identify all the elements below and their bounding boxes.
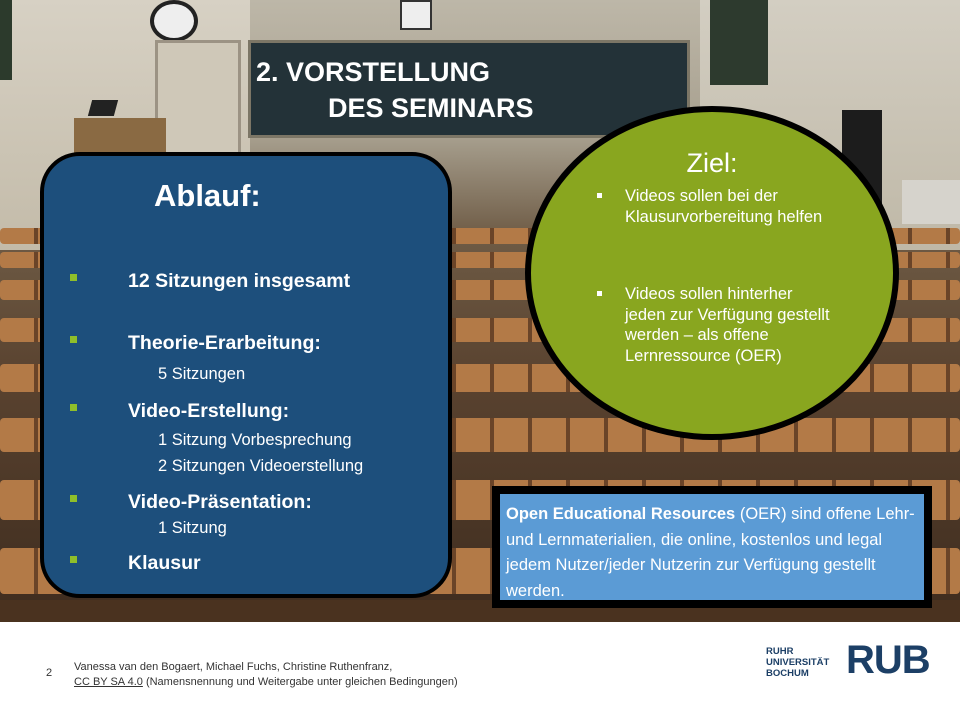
ablauf-item-label: Theorie-Erarbeitung: [128, 332, 321, 354]
footer-credits [74, 660, 458, 690]
bullet-square-icon [597, 291, 602, 296]
bullet-square-icon [597, 193, 602, 198]
ablauf-item-label: Klausur [128, 552, 201, 574]
slide-title [256, 54, 616, 126]
rub-logo-line: UNIVERSITÄT [766, 657, 830, 668]
license-link[interactable]: CC BY SA 4.0 [74, 676, 143, 688]
authors-text: Vanessa van den Bogaert, Michael Fuchs, Christine Ruthenfranz, [74, 661, 393, 673]
ziel-item-text: Videos sollen bei der Klausurvorbereitung helfen [625, 187, 823, 226]
rub-logo-line: BOCHUM [766, 668, 809, 679]
oer-definition-text [500, 494, 924, 600]
rub-logo-text [766, 646, 829, 679]
title-line-1: 2. VORSTELLUNG [256, 57, 491, 87]
ablauf-item-label: 12 Sitzungen insgesamt [128, 270, 351, 292]
slide-footer [0, 622, 960, 720]
ablauf-item-label: Video-Präsentation: [128, 491, 312, 513]
rub-logo-line: RUHR [766, 646, 794, 657]
cabinet [902, 180, 960, 224]
ablauf-item-sub: 1 Sitzung Vorbesprechung [158, 431, 352, 449]
ziel-item-text: Videos sollen hinterher jeden zur Verfügung gestellt werden – als offene Lernressource (OER) [625, 285, 830, 366]
bullet-square-icon [70, 556, 77, 563]
laptop [88, 100, 118, 116]
ziel-circle [525, 106, 899, 440]
ablauf-box [40, 152, 452, 598]
ablauf-item-sub: 2 Sitzungen Videoerstellung [158, 457, 364, 475]
right-window [710, 0, 768, 85]
page-number: 2 [46, 667, 53, 679]
wall-clock [150, 0, 198, 42]
bullet-square-icon [70, 404, 77, 411]
bullet-square-icon [70, 336, 77, 343]
ablauf-item-sub: 5 Sitzungen [158, 365, 246, 383]
license-text: (Namensnennung und Weitergabe unter gleichen Bedingungen) [142, 676, 458, 688]
speaker-left [400, 0, 432, 30]
license-line [74, 675, 458, 690]
ablauf-heading: Ablauf: [154, 178, 261, 213]
ziel-heading: Ziel: [686, 148, 738, 178]
ablauf-item-label: Video-Erstellung: [128, 400, 290, 422]
rub-logo: RUB [846, 638, 930, 682]
ablauf-item-sub: 1 Sitzung [158, 519, 227, 537]
left-window [0, 0, 12, 80]
bullet-square-icon [70, 274, 77, 281]
oer-term: Open Educational Resources [506, 505, 736, 523]
oer-description: (OER) sind offene Lehr- und Lernmaterialien, die online, kostenlos und legal jedem Nutzer/jeder Nutzerin zur Verfügung gestellt werden. [506, 505, 915, 600]
title-line-2: DES SEMINARS [328, 93, 534, 123]
oer-definition-box [492, 486, 932, 608]
bullet-square-icon [70, 495, 77, 502]
